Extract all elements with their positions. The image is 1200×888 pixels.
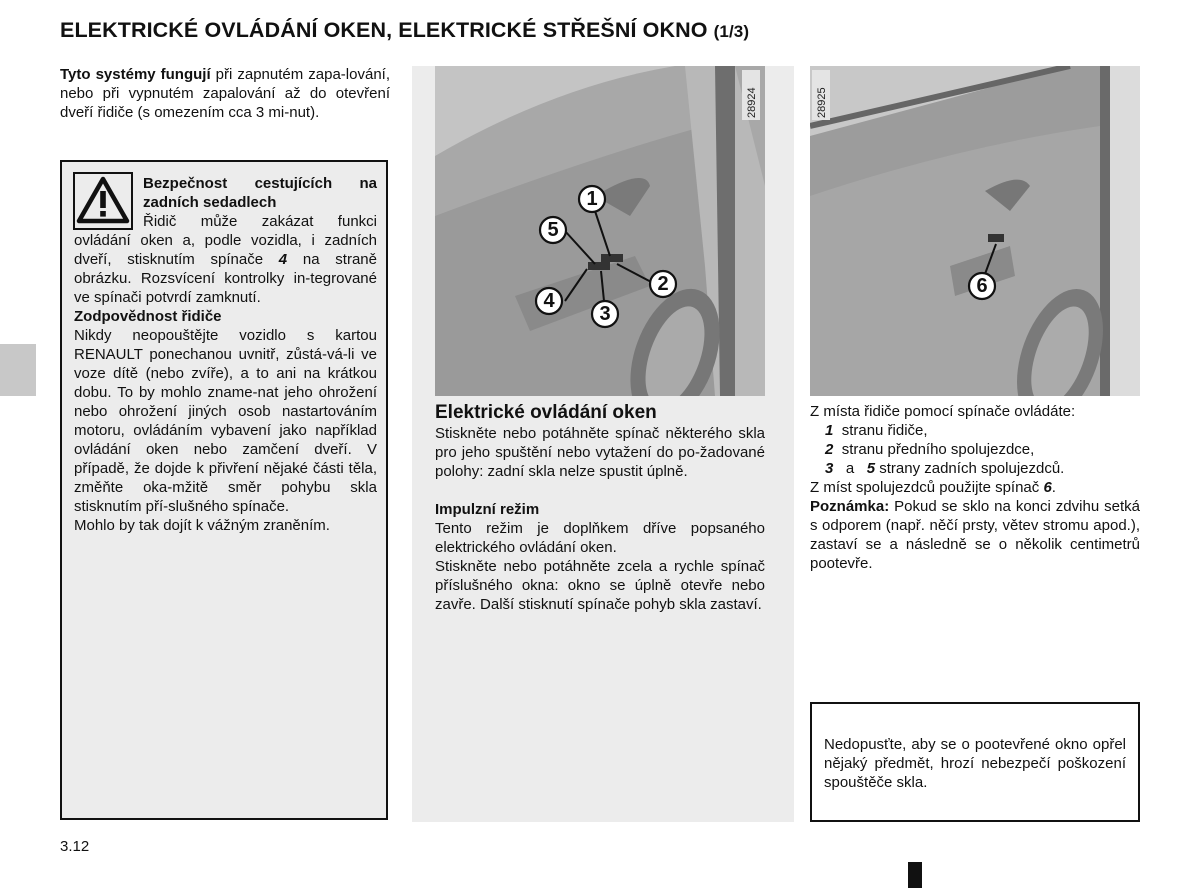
callout-2: 2 xyxy=(657,273,669,295)
note-text: Pokud se sklo na konci zdvihu setká s odporem (např. něčí prsty, větev stromu apod.), zastaví se a následně se o několik centimetrů pootevře. xyxy=(810,498,1140,572)
photo-id-28925: 28925 xyxy=(816,87,828,118)
note-paragraph xyxy=(810,497,1140,573)
passenger-end: . xyxy=(1051,479,1056,496)
switch-item-2-num: 2 xyxy=(825,441,834,458)
caution-text: Nedopusťte, aby se o pootevřené okno opřel nějaký předmět, hrozí nebezpečí poškození spouštěče skla. xyxy=(824,736,1126,791)
warning-paragraph-1 xyxy=(74,212,377,307)
door-switch-photo-rear xyxy=(810,66,1140,396)
section-subheading: Impulzní režim xyxy=(435,501,540,518)
callout-4: 4 xyxy=(543,290,555,312)
warning-heading: Bezpečnost cestujících na zadních sedadlech xyxy=(143,175,377,211)
switch-item-1-num: 1 xyxy=(825,422,834,439)
warning-paragraph-2: Nikdy neopouštějte vozidlo s kartou RENAULT ponechanou uvnitř, zůstá-vá-li ve voze dítě (nebo zvíře), a to ani na krátkou dobu. To by mohlo zname-nat jeho ohrožení nebo ohrožení jiných osob nastartováním motoru, ovládáním vybavení jako například ovládání oken nebo zamčení dveří. V případě, že dojde k přivření nějaké části těla, změňte oka-mžitě směr pohybu skla stisknutím pří-slušného spínače. xyxy=(74,327,377,515)
intro-text: při zapnutém zapa-lování, nebo při vypnutém zapalování až do otevření dveří řidiče (s omezením cca 3 mi-nut). xyxy=(60,66,390,121)
warning-p1-start: Řidič může zakázat funkci ovládání oken a, podle vozidla, i zadních dveří, stisknutím spínače xyxy=(74,213,377,268)
door-switch-photo-front xyxy=(435,66,765,396)
section-heading: Elektrické ovládání oken xyxy=(435,402,657,423)
photo-id-28924: 28924 xyxy=(746,87,758,118)
page-edge-mark xyxy=(908,862,922,888)
intro-paragraph xyxy=(60,65,390,122)
warning-paragraph-3: Mohlo by tak dojít k vážným zraněním. xyxy=(74,517,330,534)
passenger-line xyxy=(810,478,1140,497)
passenger-num: 6 xyxy=(1043,479,1052,496)
switch-item-3 xyxy=(810,459,1140,478)
right-column-text xyxy=(810,402,1140,573)
callout-6: 6 xyxy=(976,275,988,297)
warning-p1-end: na straně obrázku. Rozsvícení kontrolky in-tegrované ve spínači potvrdí zamknutí. xyxy=(74,251,377,306)
callout-3: 3 xyxy=(599,303,611,325)
section-paragraph-3: Stiskněte nebo potáhněte zcela a rychle spínač příslušného okna: okno se úplně otevře nebo zavře. Další stisknutí spínače pohyb skla zastaví. xyxy=(435,558,765,613)
right-intro: Z místa řidiče pomocí spínače ovládáte: xyxy=(810,403,1076,420)
warning-heading-2: Zodpovědnost řidiče xyxy=(74,308,222,325)
warning-body xyxy=(74,307,377,535)
chapter-tab xyxy=(0,344,36,396)
switch-item-3-num2: 5 xyxy=(866,460,876,477)
switch-item-3-mid: a xyxy=(845,460,855,477)
section-paragraph-1: Stiskněte nebo potáhněte spínač některého skla pro jeho spuštění nebo vytažení do po-žadované polohy: zadní skla nelze spustit úplně. xyxy=(435,425,765,480)
intro-bold: Tyto systémy fungují xyxy=(60,66,211,83)
warning-heading-block xyxy=(143,174,377,212)
section-paragraph-2: Tento režim je doplňkem dříve popsaného elektrického ovládání oken. xyxy=(435,520,765,556)
passenger-start: Z míst spolujezdců použijte spínač xyxy=(810,479,1044,496)
warning-p1-num: 4 xyxy=(278,251,288,268)
page-title-part: (1/3) xyxy=(713,22,750,41)
page-title-main: ELEKTRICKÉ OVLÁDÁNÍ OKEN, ELEKTRICKÉ STŘEŠNÍ OKNO xyxy=(60,18,708,42)
switch-item-2 xyxy=(810,440,1140,459)
section-window-controls xyxy=(435,402,765,614)
switch-item-2-text: stranu předního spolujezdce, xyxy=(841,441,1035,458)
callout-5: 5 xyxy=(547,219,559,241)
page-title xyxy=(60,18,749,43)
right-column-edge xyxy=(782,66,794,822)
page-number: 3.12 xyxy=(60,838,90,855)
switch-item-3-text: strany zadních spolujezdců. xyxy=(879,460,1065,477)
callout-1: 1 xyxy=(586,188,598,210)
switch-item-1 xyxy=(810,421,1140,440)
switch-item-1-text: stranu řidiče, xyxy=(841,422,928,439)
note-label: Poznámka: xyxy=(810,498,890,515)
switch-item-3-num: 3 xyxy=(825,460,834,477)
